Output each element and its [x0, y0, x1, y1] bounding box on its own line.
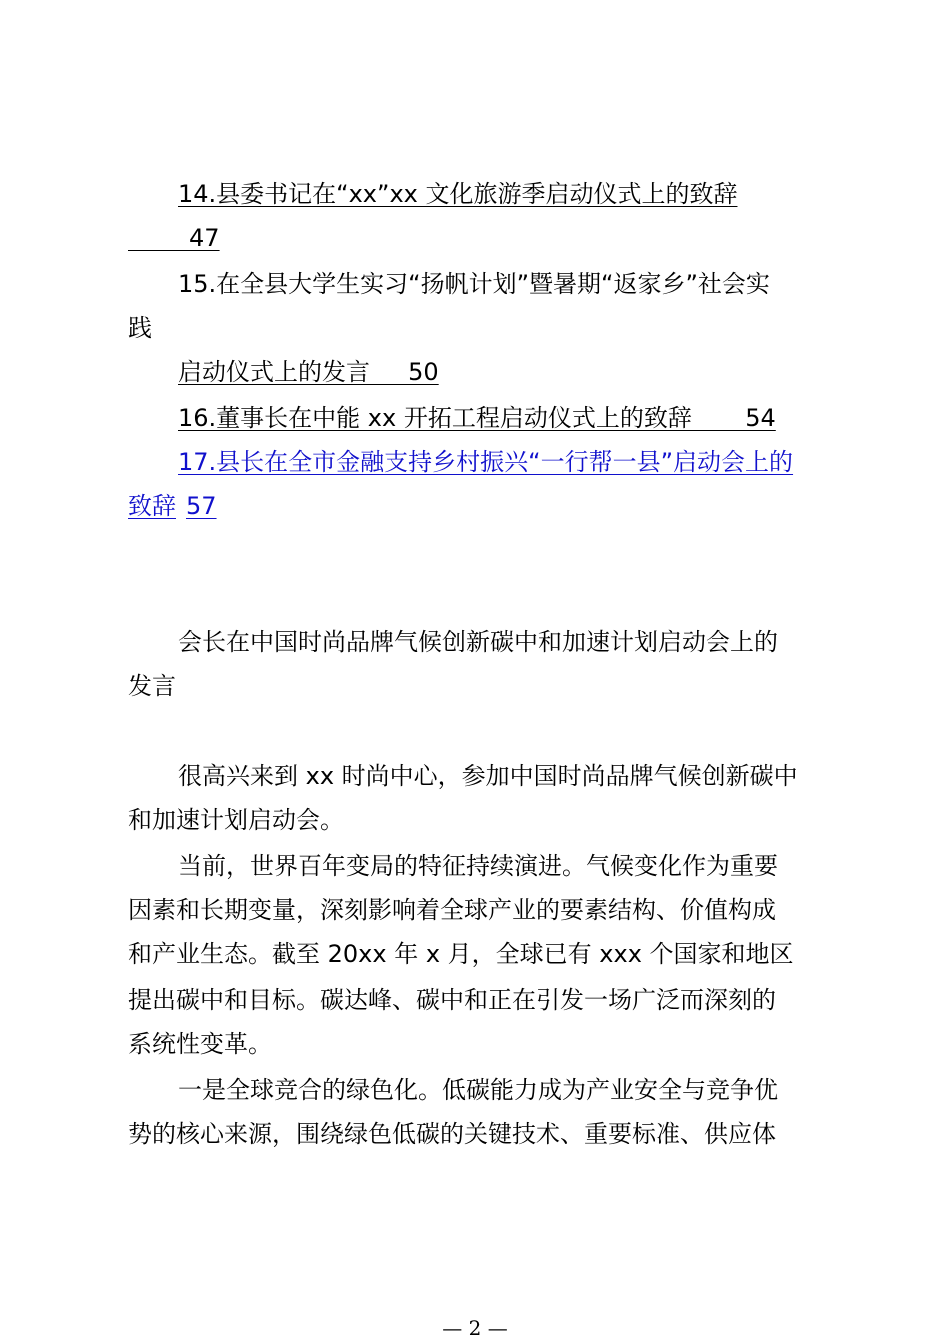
- toc-entry-17-cont-link[interactable]: 致辞: [128, 492, 176, 520]
- toc-entry-14-page[interactable]: 47: [128, 224, 220, 252]
- toc-entry-17-page-link[interactable]: 57: [186, 492, 217, 520]
- page-number: — 2 —: [442, 1316, 508, 1340]
- paragraph-2-line-4: 提出碳中和目标。碳达峰、碳中和正在引发一场广泛而深刻的: [128, 986, 776, 1014]
- paragraph-1-line-1: 很高兴来到 xx 时尚中心，参加中国时尚品牌气候创新碳中: [178, 762, 798, 790]
- toc-entry-15-cont[interactable]: 践: [128, 314, 152, 342]
- paragraph-3-line-1: 一是全球竞合的绿色化。低碳能力成为产业安全与竞争优: [178, 1076, 778, 1104]
- toc-entry-15-page[interactable]: 启动仪式上的发言 50: [178, 358, 439, 386]
- paragraph-2-line-5: 系统性变革。: [128, 1030, 272, 1058]
- toc-entry-16[interactable]: 16.董事长在中能 xx 开拓工程启动仪式上的致辞 54: [178, 404, 776, 432]
- title-line-2: 发言: [128, 672, 176, 700]
- paragraph-2-line-3: 和产业生态。截至 20xx 年 x 月，全球已有 xxx 个国家和地区: [128, 940, 794, 968]
- paragraph-1-line-2: 和加速计划启动会。: [128, 806, 344, 834]
- paragraph-2-line-1: 当前，世界百年变局的特征持续演进。气候变化作为重要: [178, 852, 778, 880]
- toc-entry-17-link[interactable]: 17.县长在全市金融支持乡村振兴“一行帮一县”启动会上的: [178, 448, 794, 476]
- toc-entry-15[interactable]: 15.在全县大学生实习“扬帆计划”暨暑期“返家乡”社会实: [178, 270, 770, 298]
- paragraph-2-line-2: 因素和长期变量，深刻影响着全球产业的要素结构、价值构成: [128, 896, 776, 924]
- title-line-1: 会长在中国时尚品牌气候创新碳中和加速计划启动会上的: [178, 628, 778, 656]
- paragraph-3-line-2: 势的核心来源，围绕绿色低碳的关键技术、重要标准、供应体: [128, 1120, 776, 1148]
- toc-entry-14[interactable]: 14.县委书记在“xx”xx 文化旅游季启动仪式上的致辞: [178, 180, 738, 208]
